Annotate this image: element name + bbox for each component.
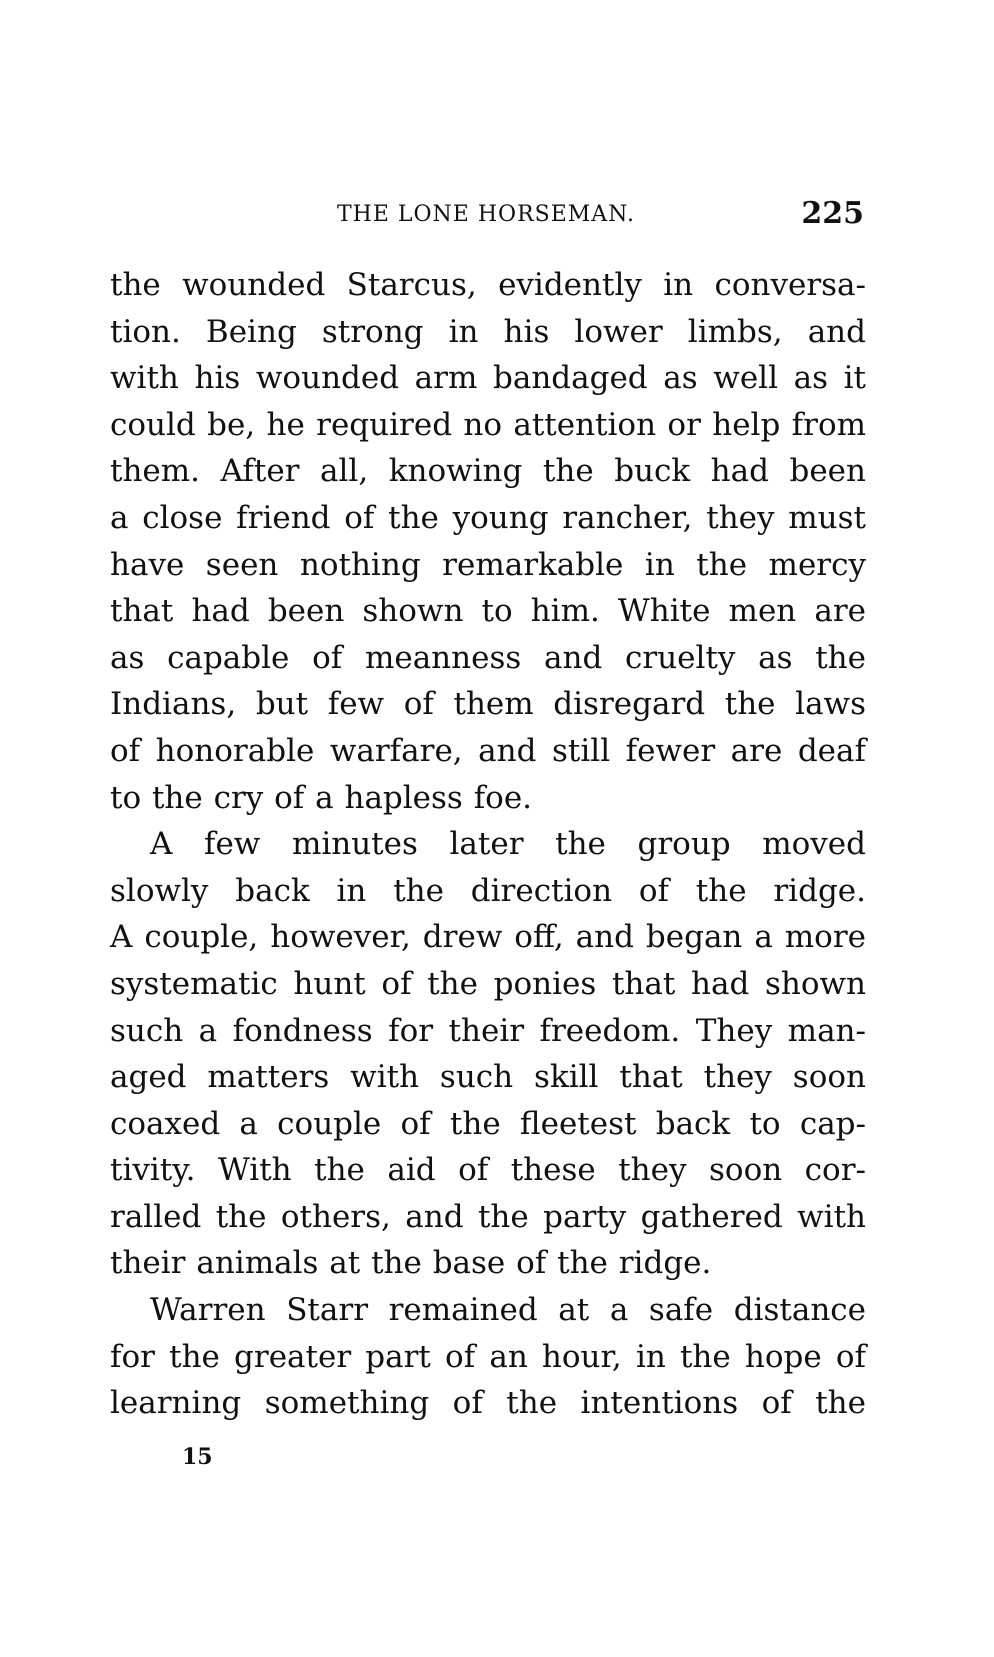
text-line: Warren Starr remained at a safe distance xyxy=(150,1292,866,1329)
text-line: for the greater part of an hour, in the hope of xyxy=(110,1338,866,1375)
text-line: coaxed a couple of the fleetest back to cap- xyxy=(110,1105,866,1142)
text-line: ralled the others, and the party gathered with xyxy=(110,1198,866,1235)
body-text xyxy=(110,262,866,1427)
text-line: their animals at the base of the ridge. xyxy=(110,1245,712,1282)
text-line: as capable of meanness and cruelty as the xyxy=(110,639,866,676)
text-line: tivity. With the aid of these they soon cor- xyxy=(110,1152,866,1189)
text-line: to the cry of a hapless foe. xyxy=(110,779,533,816)
signature-mark: 15 xyxy=(182,1444,213,1470)
text-line: learning something of the intentions of the xyxy=(110,1385,866,1422)
running-head: THE LONE HORSEMAN. xyxy=(336,202,636,227)
text-line: such a fondness for their freedom. They man- xyxy=(110,1012,866,1049)
text-line: aged matters with such skill that they soon xyxy=(110,1059,866,1096)
text-line: A couple, however, drew off, and began a more xyxy=(110,919,866,956)
text-line: slowly back in the direction of the ridge. xyxy=(110,872,866,909)
text-line: tion. Being strong in his lower limbs, and xyxy=(110,313,866,350)
text-line: could be, he required no attention or help from xyxy=(110,406,866,443)
text-line: a close friend of the young rancher, they must xyxy=(110,499,866,536)
text-line: have seen nothing remarkable in the mercy xyxy=(110,546,866,583)
text-line: of honorable warfare, and still fewer are deaf xyxy=(110,732,866,769)
text-line: Indians, but few of them disregard the laws xyxy=(110,686,866,723)
text-line: that had been shown to him. White men are xyxy=(110,593,866,630)
text-line: A few minutes later the group moved xyxy=(150,826,866,863)
text-line: with his wounded arm bandaged as well as it xyxy=(110,360,866,397)
text-line: the wounded Starcus, evidently in conversa- xyxy=(110,267,866,303)
page-number: 225 xyxy=(801,196,864,231)
text-line: systematic hunt of the ponies that had shown xyxy=(110,965,866,1002)
text-line: them. After all, knowing the buck had been xyxy=(110,453,866,490)
page-header xyxy=(108,196,864,236)
